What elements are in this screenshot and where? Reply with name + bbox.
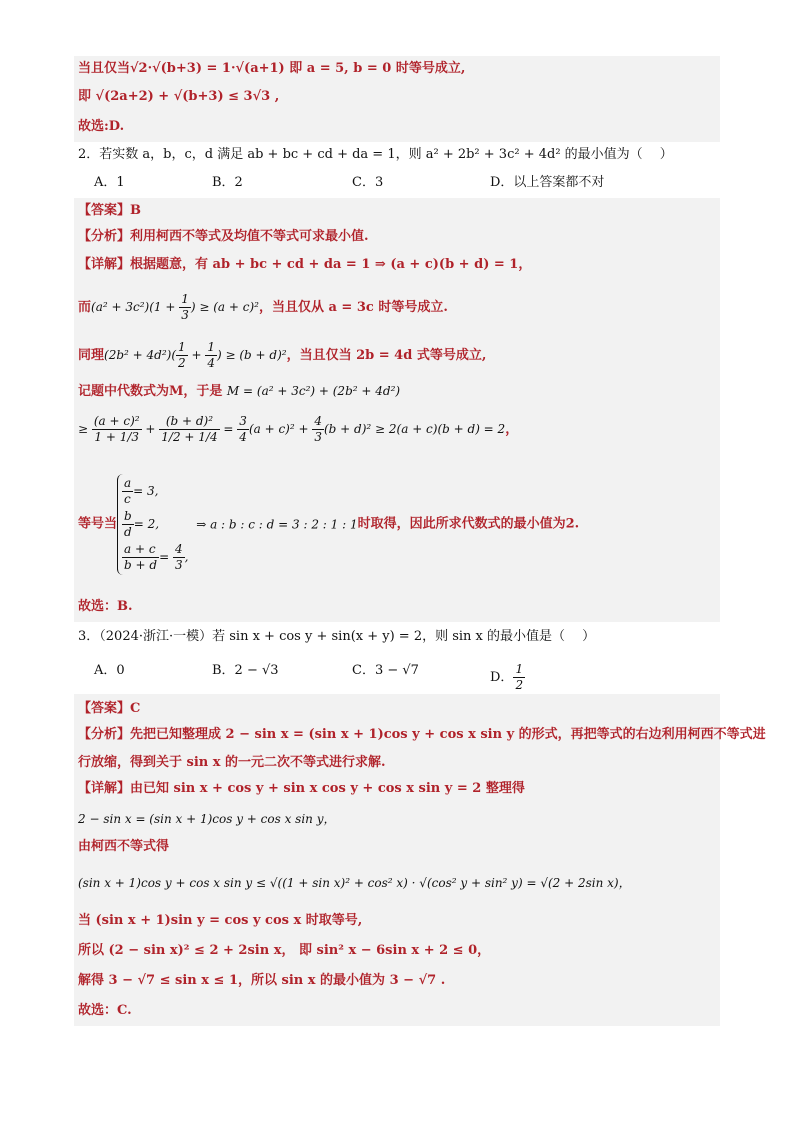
question-2-stem: 2．若实数 a，b，c，d 满足 ab + bc + cd + da = 1，则 a² + 2b² + 3c² + 4d² 的最小值为（ ） [78, 147, 673, 162]
option-d: D．以上答案都不对 [490, 175, 605, 190]
question-3-options [74, 652, 720, 694]
text-line: 所以 (2 − sin x)² ≤ 2 + 2sin x， 即 sin² x − 6sin x + 2 ≤ 0， [74, 936, 720, 966]
fraction: $\frac{1}{4}$ [207, 340, 215, 370]
answer-line: 【答案】C [74, 694, 720, 722]
fraction: $\frac{4}{3}$ [314, 414, 322, 444]
math-line: 同理(2b² + 4d²)( $\frac{1}{2}$ + $\frac{1}{4}$ ) ≥ (b + d)²，当且仅当 2b = 4d 式等号成立, [74, 328, 720, 376]
answer-line: 【答案】B [74, 198, 720, 224]
option-a: A．0 [94, 663, 125, 678]
text-line: 即 √(2a+2) + √(b+3) ≤ 3√3 , [74, 82, 720, 112]
conclusion-line: 故选：C. [74, 996, 720, 1026]
text-line: 解得 3 − √7 ≤ sin x ≤ 1，所以 sin x 的最小值为 3 − √7 . [74, 966, 720, 996]
analysis-line: 【分析】先把已知整理成 2 − sin x = (sin x + 1)cos y + cos x sin y 的形式，再把等式的右边利用柯西不等式进 [74, 722, 720, 750]
text-line: 当且仅当√2·√(b+3) = 1·√(a+1) 即 a = 5, b = 0 时等号成立, [74, 56, 720, 82]
analysis-line: 行放缩，得到关于 sin x 的一元二次不等式进行求解. [74, 750, 720, 776]
detail-line: 【详解】由已知 sin x + cos y + sin x cos y + cos x sin y = 2 整理得 [74, 776, 720, 804]
question-2-options [74, 170, 720, 198]
detail-line: 【详解】根据题意，有 ab + bc + cd + da = 1 ⇒ (a + c)(b + d) = 1， [74, 250, 720, 280]
option-b: B．2 [212, 175, 243, 190]
text-line: 故选:D. [74, 112, 720, 142]
option-a: A．1 [94, 175, 125, 190]
option-c: C．3 − √7 [352, 663, 419, 678]
analysis-line: 【分析】利用柯西不等式及均值不等式可求最小值. [74, 224, 720, 250]
document-page [74, 56, 766, 1026]
math-line: 2 − sin x = (sin x + 1)cos y + cos x sin y， [74, 804, 720, 834]
fraction: $\frac{3}{4}$ [239, 414, 247, 444]
fraction: $\frac{\text{(a + c)²}}{1 + 1/3}$ [93, 414, 140, 444]
option-d: D． $\frac{1}{2}$ [490, 662, 524, 692]
fraction: $\frac{\text{(b + d)²}}{1/2 + 1/4}$ [161, 414, 218, 444]
fraction: $\frac{1}{2}$ [178, 340, 186, 370]
text-line: 由柯西不等式得 [74, 834, 720, 862]
text-line: 记题中代数式为M，于是 M = (a² + 3c²) + (2b² + 4d²) [74, 376, 720, 406]
option-b: B．2 − √3 [212, 663, 279, 678]
math-line: ≥ $\frac{\text{(a + c)²}}{1 + 1/3}$ + $\frac{\text{(b + d)²}}{1/2 + 1/4}$ = $\frac{3}{4}$ (a + c)² + $\frac{4}{3}$ (b + d)² ≥ 2(a + c)(b + d) = 2， [74, 406, 720, 468]
option-c: C．3 [352, 175, 384, 190]
conclusion-line: 故选：B. [74, 592, 720, 622]
math-line: (sin x + 1)cos y + cos x sin y ≤ √((1 + sin x)² + cos² x) · √(cos² y + sin² y) = √(2 + 2sin x)， [74, 862, 720, 906]
math-line: 等号当 $\frac{a}{c}$ = 3, $\frac{b}{d}$ = 2, $\frac{a + c}{b + d}$ = $\frac{4}{3}$ , ⇒ a : b : c : d = 3 : 2 : 1 : 1时取得，因此所求代数式的最小值为2. [74, 468, 720, 592]
question-3-stem: 3．（2024·浙江·一模）若 sin x + cos y + sin(x + y) = 2，则 sin x 的最小值是（ ） [78, 629, 596, 644]
text-line: 当 (sin x + 1)sin y = cos y cos x 时取等号, [74, 906, 720, 936]
fraction: $\frac{1}{3}$ [181, 292, 189, 322]
math-line: 而(a² + 3c²)(1 + $\frac{1}{3}$ ) ≥ (a + c)²，当且仅从 a = 3c 时等号成立. [74, 280, 720, 328]
equation-system: $\frac{a}{c}$ = 3, $\frac{b}{d}$ = 2, $\frac{a + c}{b + d}$ = $\frac{4}{3}$ , [117, 474, 188, 575]
